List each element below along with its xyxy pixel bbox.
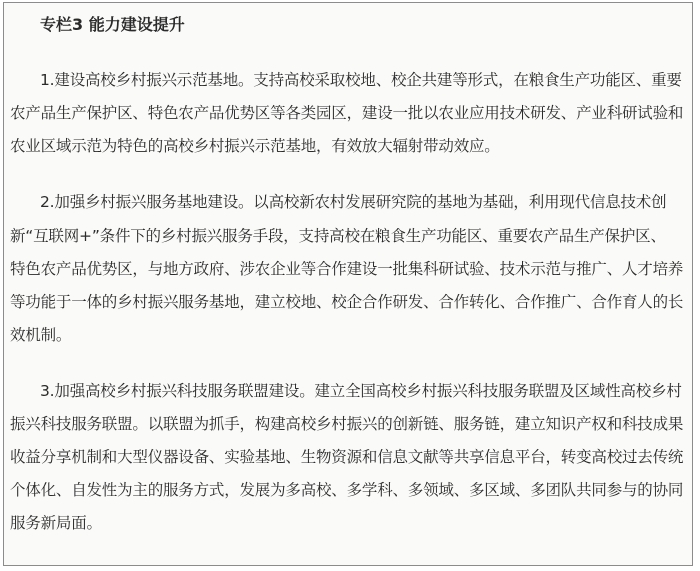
sidebar-box [3, 2, 693, 566]
paragraph-line: 效机制。 [10, 326, 72, 344]
box-title: 专栏3 能力建设提升 [40, 15, 185, 34]
paragraph-line: 收益分享机制和大型仪器设备、实验基地、生物资源和信息文献等共享信息平台，转变高校过去传统 [10, 448, 684, 466]
paragraph-line: 等功能于一体的乡村振兴服务基地，建立校地、校企合作研发、合作转化、合作推广、合作育人的长 [10, 293, 684, 311]
paragraph-line: 3.加强高校乡村振兴科技服务联盟建设。建立全国高校乡村振兴科技服务联盟及区域性高校乡村 [40, 382, 682, 400]
paragraph-line: 新“互联网+”条件下的乡村振兴服务手段，支持高校在粮食生产功能区、重要农产品生产保护区、 [10, 227, 666, 245]
paragraph-line: 个体化、自发性为主的服务方式，发展为多高校、多学科、多领域、多区域、多团队共同参与的协同 [10, 481, 684, 499]
paragraph-line: 2.加强乡村振兴服务基地建设。以高校新农村发展研究院的基地为基础，利用现代信息技术创 [40, 193, 667, 211]
paragraph-line: 振兴科技服务联盟。以联盟为抓手，构建高校乡村振兴的创新链、服务链，建立知识产权和科技成果 [10, 415, 684, 433]
paragraph-line: 特色农产品优势区，与地方政府、涉农企业等合作建设一批集科研试验、技术示范与推广、人才培养 [10, 260, 684, 278]
paragraph-line: 农产品生产保护区、特色农产品优势区等各类园区，建设一批以农业应用技术研发、产业科研试验和 [10, 104, 684, 122]
paragraph-line: 1.建设高校乡村振兴示范基地。支持高校采取校地、校企共建等形式，在粮食生产功能区、重要 [40, 71, 682, 89]
paragraph-line: 农业区域示范为特色的高校乡村振兴示范基地，有效放大辐射带动效应。 [10, 137, 500, 155]
paragraph-line: 服务新局面。 [10, 514, 102, 532]
